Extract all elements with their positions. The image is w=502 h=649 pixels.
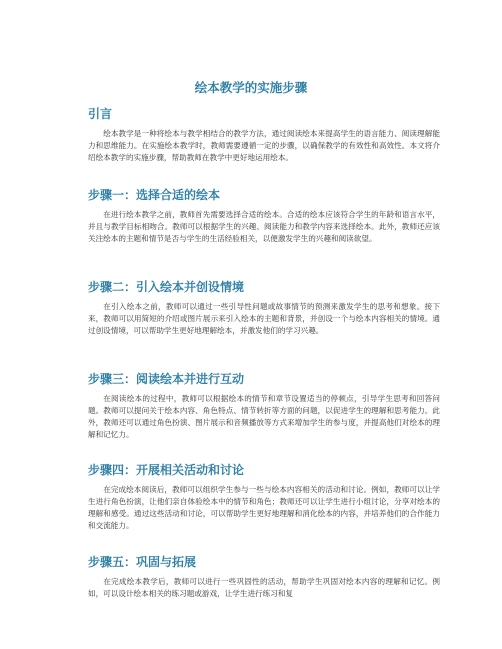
section-step-2 [88,279,440,337]
section-heading: 步骤三：阅读绘本并进行互动 [88,372,245,386]
section-heading: 步骤一：选择合适的绘本 [88,188,221,202]
section-intro [88,106,440,164]
section-body: 在完成绘本阅读后，教师可以组织学生参与一些与绘本内容相关的活动和讨论。例如，教师可以让学生进行角色扮演，让他们亲自体验绘本中的情节和角色；教师还可以让学生进行小组讨论，分享对绘本的理解和感受。通过这些活动和讨论，可以帮助学生更好地理解和消化绘本的内容，并培养他们的合作能力和交流能力。 [88,485,440,530]
section-step-1 [88,187,440,245]
section-step-5 [88,554,440,600]
section-heading: 步骤二：引入绘本并创设情境 [88,280,245,294]
section-body: 在引入绘本之前，教师可以通过一些引导性问题或故事情节的预测来激发学生的思考和想象。接下来，教师可以用简短的介绍或图片展示来引入绘本的主题和背景，并创设一个与绘本内容相关的情境。通过创设情境，可以帮助学生更好地理解绘本，并激发他们的学习兴趣。 [88,302,440,335]
section-heading: 引言 [88,107,113,121]
section-step-3 [88,371,440,441]
section-body: 在阅读绘本的过程中，教师可以根据绘本的情节和章节设置适当的停顿点，引导学生思考和回答问题。教师可以提问关于绘本内容、角色特点、情节转折等方面的问题，以促进学生的理解和思考能力。此外，教师还可以通过角色扮演、图片展示和音频播放等方式来增加学生的参与度，并提高他们对绘本的理解和记忆力。 [88,394,440,439]
section-body: 在完成绘本教学后，教师可以进行一些巩固性的活动，帮助学生巩固对绘本内容的理解和记忆。例如，可以设计绘本相关的练习题或游戏，让学生进行练习和复 [88,577,440,598]
document-title: 绘本教学的实施步骤 [194,80,308,95]
section-step-4 [88,462,440,532]
section-heading: 步骤五：巩固与拓展 [88,555,197,569]
section-body: 在进行绘本教学之前，教师首先需要选择合适的绘本。合适的绘本应该符合学生的年龄和语言水平，并且与教学目标相吻合。教师可以根据学生的兴趣、阅读能力和教学内容来选择绘本。此外，教师还应该关注绘本的主题和情节是否与学生的生活经验相关，以便激发学生的兴趣和阅读欲望。 [88,210,440,243]
section-body: 绘本教学是一种将绘本与教学相结合的教学方法，通过阅读绘本来提高学生的语言能力、阅读理解能力和思维能力。在实施绘本教学时，教师需要遵循一定的步骤，以确保教学的有效性和高效性。本文将介绍绘本教学的实施步骤，帮助教师在教学中更好地运用绘本。 [88,129,440,162]
section-heading: 步骤四：开展相关活动和讨论 [88,463,245,477]
